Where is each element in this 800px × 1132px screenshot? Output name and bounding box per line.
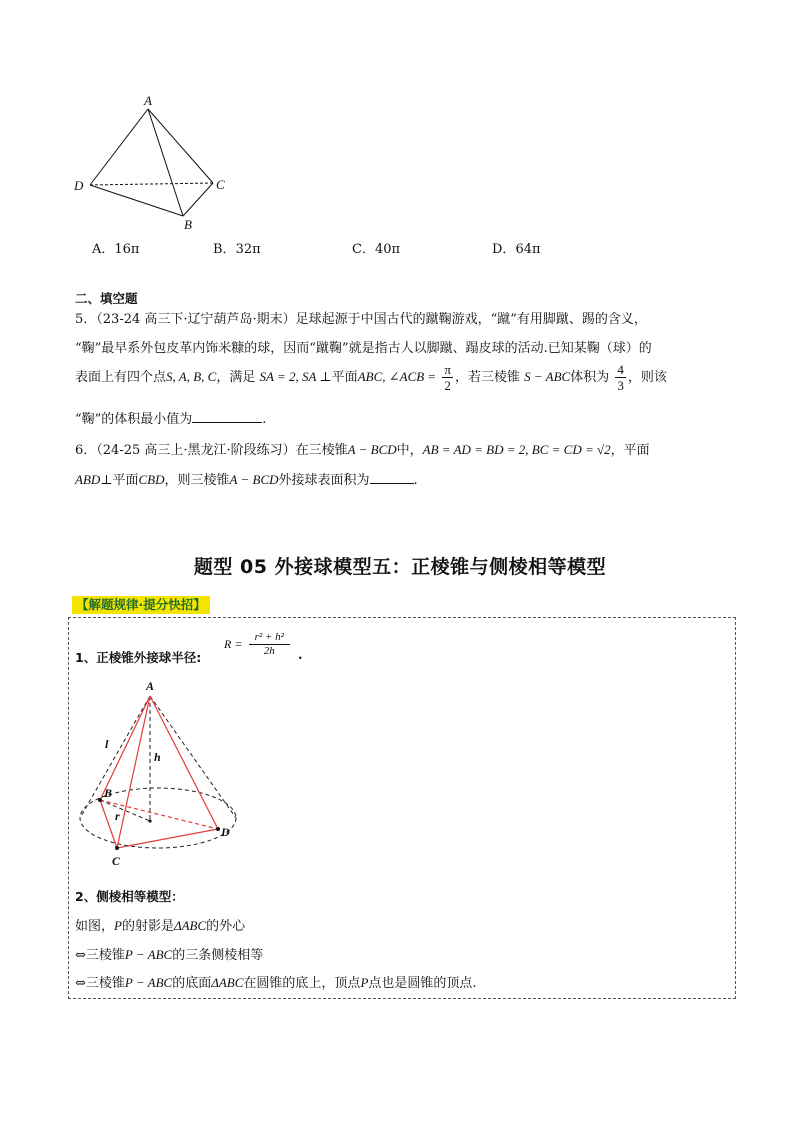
radius-formula (224, 632, 292, 657)
point-center (148, 819, 151, 822)
label-D: D (221, 825, 230, 839)
item2-line-a (75, 915, 245, 934)
cone-generator-right (150, 696, 236, 818)
edge-DB (90, 185, 183, 216)
q5-plane-word: 平面 (331, 370, 358, 385)
q6-text: ⊥平面 (100, 473, 139, 488)
q6-line2 (75, 469, 418, 488)
cone-generator-left (80, 696, 150, 818)
edge-BC (183, 183, 213, 216)
item2-text: 的三条侧棱相等 (172, 948, 264, 963)
option-C[interactable] (352, 238, 400, 257)
q5-line1: 5．（23-24 高三下·辽宁葫芦岛·期末）足球起源于中国古代的蹴鞠游戏，“蹴”有用脚蹴、踢的含义， (75, 312, 647, 327)
label-r: r (115, 809, 120, 823)
item2-line-b (75, 944, 263, 963)
label-D: D (74, 178, 84, 193)
item2-text: 的外心 (206, 919, 246, 934)
item2-text: 三棱锥 (85, 976, 125, 991)
q6-text: . (413, 473, 418, 488)
item2-text: 三棱锥 (85, 948, 125, 963)
item2-text: 的底面 (172, 976, 212, 991)
label-l: l (105, 737, 109, 751)
q5-answer-blank[interactable] (192, 410, 262, 423)
tips-tag: 【解题规律·提分快招】 (72, 596, 210, 614)
label-A: A (144, 93, 152, 108)
edge-DC-hidden (90, 183, 213, 185)
formula-lhs: R = (224, 637, 243, 651)
option-A[interactable] (92, 238, 139, 257)
cone-figure (70, 676, 250, 871)
q5-four-thirds (615, 363, 626, 392)
q5-text: ，则该 (627, 370, 667, 385)
q5-points: S, A, B, C (166, 369, 217, 384)
q6-text: 外接球表面积为 (278, 473, 370, 488)
frac-den: 2 (444, 378, 451, 393)
point-C (115, 846, 119, 850)
option-letter: B． (213, 242, 236, 257)
option-B[interactable] (213, 238, 261, 257)
q5-text: 体积为 (570, 370, 610, 385)
iff-symbol: ⇔ (75, 948, 86, 963)
q6-line1 (75, 439, 650, 458)
option-letter: D． (492, 242, 516, 257)
q5-pyramid: S − ABC (524, 369, 571, 384)
edge-AD (90, 109, 148, 185)
q6-text: 中， (396, 443, 423, 458)
section-heading-fill-blank: 二、填空题 (75, 291, 138, 306)
item2-text: 在圆锥的底上，顶点 (243, 976, 361, 991)
q5-condition: SA = 2, SA ⊥ (259, 369, 332, 384)
q6-text: ，则三棱锥 (164, 473, 230, 488)
label-B: B (184, 217, 192, 232)
q5-angle: ABC, ∠ACB = (357, 369, 437, 384)
option-value: 64π (515, 242, 541, 257)
item1-label: 1、正棱锥外接球半径: (75, 650, 202, 665)
item2-label: 2、侧棱相等模型： (75, 889, 184, 904)
label-B: B (104, 786, 113, 800)
edge-AB (148, 109, 183, 216)
q5-line4 (75, 408, 266, 427)
label-A: A (146, 679, 155, 693)
q5-text: “鞠”的体积最小值为 (75, 412, 193, 427)
tetrahedron-figure (70, 92, 240, 232)
q5-text: 表面上有四个点 (75, 370, 167, 385)
q5-line3 (75, 363, 667, 392)
q5-text: ，满足 (216, 370, 256, 385)
q6-plane-ABD: ABD (75, 472, 101, 487)
item2-text: 的射影是 (121, 919, 174, 934)
edge-BC (100, 800, 117, 848)
option-letter: A． (92, 242, 115, 257)
formula-fraction (249, 632, 290, 657)
section-title: 题型 05 外接球模型五：正棱锥与侧棱相等模型 (193, 556, 607, 578)
label-h: h (154, 750, 161, 764)
label-C: C (216, 177, 225, 192)
edge-AC (117, 696, 150, 848)
q6-condition: AB = AD = BD = 2, BC = CD = √2 (422, 442, 611, 457)
pyramid-PABC: P − ABC (124, 947, 173, 962)
option-value: 40π (374, 242, 401, 257)
q6-plane-CBD: CBD (138, 472, 165, 487)
option-value: 32π (235, 242, 261, 257)
label-C: C (112, 854, 121, 868)
pyramid-PABC: P − ABC (124, 975, 173, 990)
point-D (216, 827, 220, 831)
point-P: P (114, 918, 122, 933)
frac-den: 3 (617, 378, 624, 393)
q6-pyramid: A − BCD (347, 442, 397, 457)
frac-num: π (444, 362, 451, 377)
formula-den: 2h (263, 645, 275, 657)
frac-num: 4 (617, 362, 624, 377)
formula-num: r² + h² (249, 632, 290, 645)
q6-pyramid: A − BCD (229, 472, 279, 487)
point-P: P (360, 975, 369, 990)
edge-AC (148, 109, 213, 183)
q6-text: 6．（24-25 高三上·黑龙江·阶段练习）在三棱锥 (75, 443, 348, 458)
point-B (98, 798, 102, 802)
item2-text: 点也是圆锥的顶点. (368, 976, 477, 991)
q5-text: . (262, 412, 267, 427)
item2-text: 如图， (75, 919, 115, 934)
q6-answer-blank[interactable] (370, 471, 414, 484)
triangle-ABC: ΔABC (211, 975, 244, 990)
option-letter: C． (352, 242, 375, 257)
edge-CD (117, 829, 218, 848)
q6-text: ，平面 (610, 443, 650, 458)
q5-line2: “鞠”最早系外包皮革内饰米糠的球，因而“蹴鞠”就是指古人以脚蹴、蹋皮球的活动.已知某鞠（球）的 (75, 341, 652, 356)
q5-pi-over-2 (442, 363, 453, 392)
item2-line-c (75, 972, 477, 991)
option-D[interactable] (492, 238, 541, 257)
iff-symbol: ⇔ (75, 976, 86, 991)
triangle-ABC: ΔABC (173, 918, 207, 933)
option-value: 16π (114, 242, 140, 257)
item1-end: . (298, 648, 303, 663)
q5-text: ，若三棱锥 (454, 370, 520, 385)
